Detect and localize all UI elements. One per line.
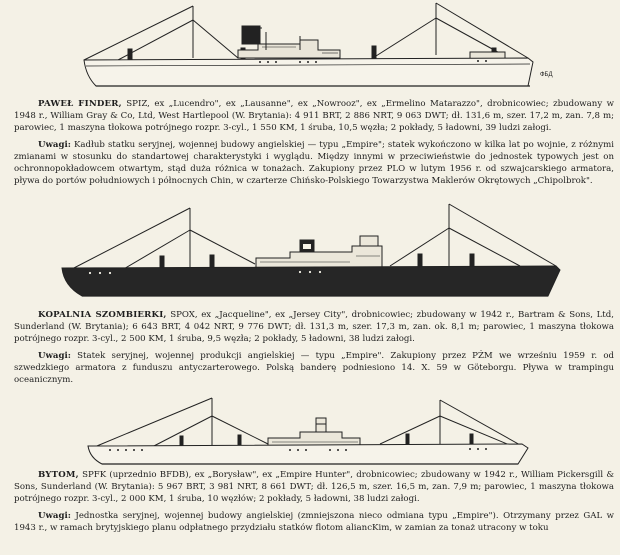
ship-entry-kopalnia-szombierki — [14, 309, 614, 386]
bow-marking: ФБД — [540, 72, 553, 78]
ship-entry-bytom — [14, 469, 614, 534]
ship-name: KOPALNIA SZOMBIERKI, — [38, 310, 167, 320]
remarks-text: Kadłub statku seryjnej, wojennej budowy angielskiej — typu „Empire"; statek wykończono w kilka lat po wojnie, z różnymi zmianami w stosunku do standartowej charakterystyki i wyglądu. Między innymi w przeciwieństwie do jednostek typowych jest on ochronnopokładowcem otwartym, stąd duża różnica w tonażach. Zakupiony przez PLO w lutym 1956 r. od szwajcarskiego armatora, pływa do portów południowych i północnych Chin, w czarterze Chińsko-Polskiego Towarzystwa Maklerów Okrętowych „Chipolbrok". — [14, 140, 614, 186]
remarks-label: Uwagi: — [38, 511, 71, 521]
ship-drawing-bytom — [0, 388, 620, 468]
remarks-text: Jednostka seryjnej, wojennej budowy angielskiej (zmniejszona nieco odmiana typu „Empire"). Otrzymany przez GAL w 1943 r., w ramach brytyjskiego planu odpłatnego przydziału statków flotom aliancKim, w zamian za tonaż utracony w toku — [14, 511, 614, 533]
remarks-text: Statek seryjnej, wojennej produkcji angielskiej — typu „Empire". Zakupiony przez PŻM we wrześniu 1959 r. od szwedzkiego armatora z funduszu antyczarterowego. Polską banderę podniesiono 14. X. 59 w Göteborgu. Pływa w trampingu oceanicznym. — [14, 351, 614, 385]
remarks-label: Uwagi: — [38, 351, 71, 361]
remarks-label: Uwagi: — [38, 140, 71, 150]
ship-description: SPIZ, ex „Lucendro", ex „Lausanne", ex „Nowrooz", ex „Ermelino Matarazzo", drobnicowiec; zbudowany w 1948 r., William Gray & Co, Ltd, West Hartlepool (W. Brytania): 4 911 BRT, 2 886 NRT, 9 063 DWT; dł. 131,6 m, szer. 17,2 m, zan. 7,8 m; parowiec, 1 maszyna tłokowa potrójnego rozpr. 3-cyl., 1 550 KM, 1 śruba, 10,5 węzła; 2 pokłady, 5 ładowni, 39 ludzi załogi. — [14, 99, 614, 133]
ship-description: SPFK (uprzednio BFDB), ex „Borysław", ex „Empire Hunter", drobnicowiec; zbudowany w 1942 r., William Pickersgill & Sons, Sunderland (W. Brytania): 5 967 BRT, 3 981 NRT, 8 661 DWT; dł. 126,5 m, szer. 16,5 m, zan. 7,9 m; parowiec, 1 maszyna tłokowa potrójnego rozpr. 3-cyl., 2 000 KM, 1 śruba, 10 węzłów; 2 pokłady, 5 ładowni, 38 ludzi załogi. — [14, 470, 614, 504]
ship-name: BYTOM, — [38, 470, 79, 480]
ship-drawing-pawel-finder — [0, 0, 620, 95]
ship-entry-pawel-finder — [14, 98, 614, 187]
ship-description: SPOX, ex „Jacqueline", ex „Jersey City", drobnicowiec; zbudowany w 1942 r., Bartram & Sons, Ltd, Sunderland (W. Brytania); 6 643 BRT, 4 042 NRT, 9 776 DWT; dł. 131,3 m, szer. 17,3 m, zan. ok. 8,1 m; parowiec, 1 maszyna tłokowa potrójnego rozpr. 3-cyl., 2 500 KM, 1 śruba, 9,5 węzła; 2 pokłady, 5 ładowni, 38 ludzi załogi. — [14, 310, 614, 344]
ship-drawing-kopalnia-szombierki — [0, 200, 620, 304]
ship-name: PAWEŁ FINDER, — [38, 99, 122, 109]
